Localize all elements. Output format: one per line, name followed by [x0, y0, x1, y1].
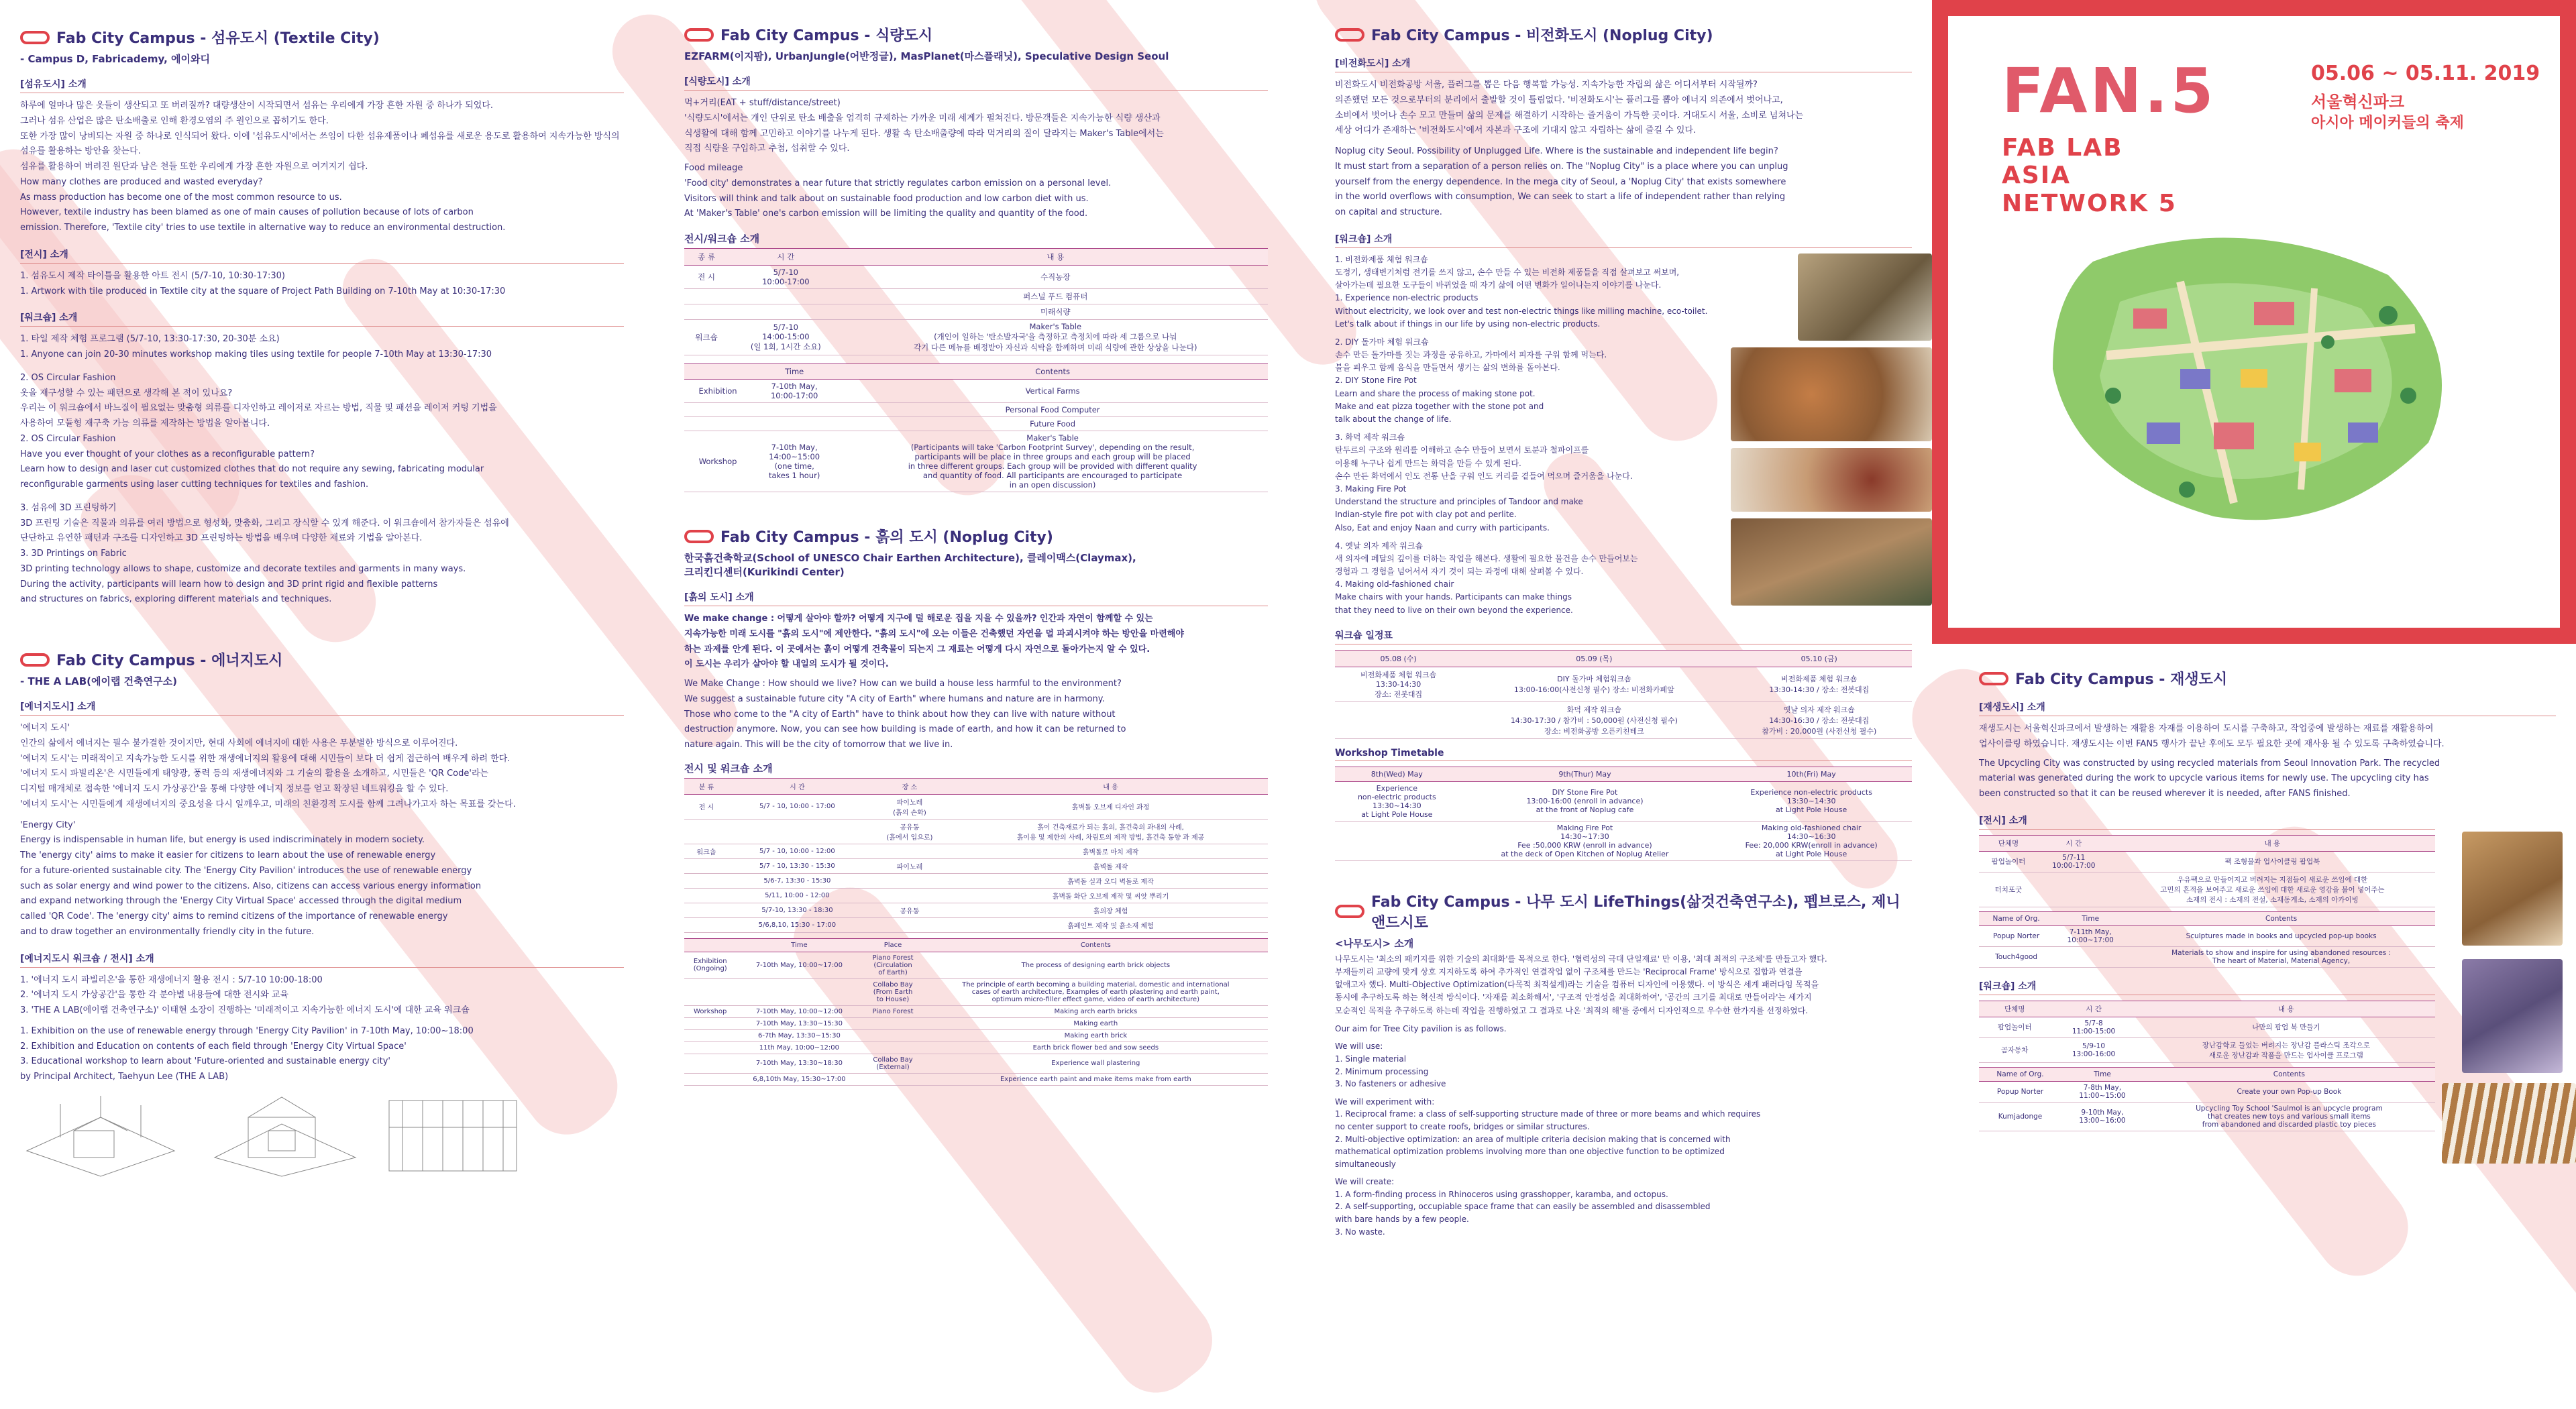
- textile-workshop-en: 1. Anyone can join 20-30 minutes workshop making tiles using textile for people 7-10th May at 13:30-17:30: [20, 349, 492, 359]
- table-row: [1979, 1017, 2435, 1037]
- table-cell: 5/7-10 14:00-15:00 (일 1회, 1시간 소요): [729, 320, 843, 355]
- table-header-cell: 05.10 (금): [1727, 650, 1912, 667]
- table-cell: [684, 888, 729, 903]
- table-cell: 5/6,8,10, 15:30 - 17:00: [729, 917, 866, 932]
- table-cell: 터치포굿: [1979, 872, 2038, 907]
- cover-date: 05.06 ~ 05.11. 2019: [2311, 62, 2540, 85]
- noplug-workshop-4: 4. 옛날 의자 제작 워크숍 새 의자에 페달의 깊이를 더하는 작업을 해본다. 생활에 필요한 물건을 손수 만들어보는 경험과 그 경험을 넘어서서 자기 것이 되는 과정에 대해 살펴볼 수 있다. 4. Making old-fashioned chair Make chairs with your hands. Participants can make things that they need to live on their own beyond the experience.: [1335, 541, 1638, 615]
- table-row: [684, 304, 1268, 320]
- table-row: [684, 794, 1268, 819]
- table-cell: 11th May, 10:00~12:00: [736, 1041, 862, 1054]
- table-cell: 수직농장: [843, 266, 1268, 289]
- table-row: [1335, 821, 1912, 860]
- pill-icon: [20, 653, 50, 667]
- workshop-photo-4: [1731, 518, 1932, 606]
- table-cell: [684, 873, 729, 888]
- recycle-exhibit-ko: [1979, 835, 2435, 907]
- table-header-cell: Place: [862, 938, 923, 952]
- table-cell: [684, 903, 729, 917]
- table-cell: [684, 917, 729, 932]
- earth-partners: 한국흙건축학교(School of UNESCO Chair Earthen Architecture), 클레이맥스(Claymax), 크리킨디센터(Kurikindi Center): [684, 552, 1136, 578]
- cover-festival: 아시아 메이커들의 축제: [2311, 115, 2464, 131]
- table-cell: [684, 289, 729, 304]
- table-cell: Piano Forest: [862, 1005, 923, 1017]
- table-row: [684, 873, 1268, 888]
- table-cell: 7-8th May, 11:00~15:00: [2061, 1081, 2143, 1102]
- table-header-cell: Time: [751, 364, 837, 380]
- workshop-photo-3: [1731, 448, 1932, 512]
- table-row: [684, 1041, 1268, 1054]
- textile-intro-heading: [섬유도시] 소개: [20, 75, 624, 93]
- energy-program-ko: 1. '에너지 도시 파빌리온'을 통한 재생에너지 활용 전시 : 5/7-10 10:00-18:00 2. '에너지 도시 가상공간'을 통한 각 분야별 내용들에 대한 전시와 교육 3. 'THE A LAB(에이랩 건축연구소)' 이태현 소장이 진행하는 '미래적이고 지속가능한 에너지 도시'에 대한 교육 워크숍: [20, 974, 470, 1015]
- table-row: [684, 289, 1268, 304]
- table-header-cell: Contents: [2127, 911, 2435, 925]
- table-cell: Future Food: [837, 417, 1268, 431]
- table-cell: Create your own Pop-up Book: [2143, 1081, 2435, 1102]
- table-cell: 5/7-11 10:00-17:00: [2038, 851, 2110, 872]
- pill-icon: [1335, 905, 1364, 918]
- noplug-schedule-ko: [1335, 650, 1912, 739]
- table-cell: [684, 1073, 736, 1085]
- recycle-intro-en: The Upcycling City was constructed by using recycled materials from Seoul Innovation Park. The recycled material was generated during the work to upcycle various items for newly use. The upcycling city has been constructed so that it can be reused wherever it is needed, after FANS finished.: [1979, 758, 2440, 799]
- table-row: [1335, 667, 1912, 701]
- table-cell: 흙벽돌 화단 오브제 제작 및 씨앗 뿌리기: [953, 888, 1268, 903]
- table-header-cell: 시 간: [729, 778, 866, 794]
- table-cell: 흙벽돌로 마치 제작: [953, 844, 1268, 858]
- table-cell: [862, 1041, 923, 1054]
- table-cell: Exhibition: [684, 380, 751, 403]
- table-row: [684, 888, 1268, 903]
- table-header-cell: Time: [2053, 911, 2127, 925]
- table-header-cell: 내 용: [2137, 1001, 2435, 1017]
- recycle-intro-ko: 재생도시는 서울혁신파크에서 발생하는 재활용 자재를 이용하여 도시를 구축하고, 작업중에 발생하는 재료를 재활용하여 업사이클링 하였습니다. 재생도시는 이번 FAN5 행사가 끝난 후에도 모두 필요한 곳에 재사용 될 수 있도록 구축하였습니다.: [1979, 724, 2445, 749]
- energy-intro-heading: [에너지도시] 소개: [20, 697, 624, 716]
- table-row: [684, 266, 1268, 289]
- table-cell: 9-10th May, 13:00~16:00: [2061, 1102, 2143, 1131]
- table-header-cell: 05.08 (수): [1335, 650, 1462, 667]
- table-cell: 7-10th May, 10:00-17:00: [751, 380, 837, 403]
- section-wood-title: Fab City Campus - 나무 도시 LifeThings(삶것건축연구소), 펩브로스, 제니앤드시토: [1335, 891, 1912, 932]
- noplug-workshop-1: 1. 비전화제품 체험 워크숍 도정기, 생태변기처럼 전기를 쓰지 않고, 손수 만들 수 있는 비전화 제품들을 직접 살펴보고 써보며, 살아가는데 필요한 도구들이 바뀌었을 때 자기 삶에 어떤 변화가 일어나는지 이야기를 나눈다. 1. Experience non-electric products Without electricity, we look over and test non-electric things like milling machine, eco-toilet. Let's talk about if things in our life by using non-electric products.: [1335, 254, 1708, 329]
- table-cell: Experience non-electric products 13:30~14:30 at Light Pole House: [1711, 781, 1912, 821]
- table-cell: Maker's Table (개인이 일하는 '탄소발자국'을 측정하고 측정치에 따라 세 그룹으로 나눠 각기 다른 메뉴를 배정받아 자신과 식탁을 함께하며 미래 식량에 관한 상상을 나눈다): [843, 320, 1268, 355]
- wood-create: We will create: 1. A form-finding process in Rhinoceros using grasshopper, karamba, and octopus. 2. A self-supporting, occupiable space frame that can easily be assembled and disassembled with bare hands by a few people. 3. No waste.: [1335, 1177, 1711, 1237]
- table-cell: [684, 1017, 736, 1029]
- table-cell: [684, 1041, 736, 1054]
- table-cell: [866, 873, 953, 888]
- table-row: [684, 320, 1268, 355]
- table-cell: 팩 조형물과 업사이클링 팝업북: [2110, 851, 2435, 872]
- table-cell: 흙벽돌 제작: [953, 858, 1268, 873]
- table-cell: 5/9-10 13:00-16:00: [2050, 1037, 2137, 1062]
- table-row: [684, 952, 1268, 978]
- table-cell: The process of designing earth brick objects: [924, 952, 1268, 978]
- noplug-intro-ko: 비전화도시 비전화공방 서울, 플러그를 뽑은 다음 행복할 가능성. 지속가능한 자립의 삶은 어디서부터 시작될까? 의존했던 모든 것으로부터의 분리에서 출발할 것이 틀림없다. '비전화도시'는 플러그를 뽑아 에너지 의존에서 벗어나고, 소비에서 벗어나 손수 모고 만들며 삶의 문제를 해결하기 시작하는 즐거움이 가득한 곳이다. 거대도시 서울, 소비로 넘쳐나는 세상 어디가 존재하는 '비전화도시'에서 자본과 구조에 기대지 않고 자립하는 삶에 즐길 수 있다.: [1335, 80, 1804, 136]
- table-cell: Sculptures made in books and upcycled pop-up books: [2127, 925, 2435, 946]
- section-food-title: Fab City Campus - 식량도시: [684, 24, 1268, 45]
- table-cell: 워크숍: [684, 320, 729, 355]
- upcycle-photo-3: [2442, 1083, 2576, 1164]
- noplug-schedule-heading: 워크숍 일정표: [1335, 626, 1912, 644]
- table-cell: [866, 844, 953, 858]
- table-header-cell: 내 용: [2110, 835, 2435, 851]
- table-cell: 곰자동차: [1979, 1037, 2050, 1062]
- table-cell: DIY 돌가마 체험워크숍 13:00-16:00(사전신청 필수) 장소: 비전화카페앞: [1462, 667, 1726, 701]
- table-row: [1335, 781, 1912, 821]
- table-cell: Touch4good: [1979, 946, 2053, 967]
- table-cell: 5/7 - 10, 10:00 - 12:00: [729, 844, 866, 858]
- cover-panel: [1932, 0, 2576, 644]
- table-cell: Maker's Table (Participants will take 'Carbon Footprint Survey', depending on the result, participants will be place in three groups and each group will be placed in three different groups. Each group will be provided with different quality and quantity of food. All participants are encouraged to participate in an open discussion): [837, 431, 1268, 492]
- table-header-cell: Contents: [2143, 1067, 2435, 1081]
- panel-recycle: [1959, 644, 2576, 1288]
- table-cell: [684, 858, 729, 873]
- table-cell: 화덕 제작 워크숍 14:30-17:30 / 참가비 : 50,000원 (사전신청 필수) 장소: 비전화공방 오픈키친테크: [1462, 701, 1726, 738]
- table-row: [684, 1029, 1268, 1041]
- table-row: [684, 819, 1268, 844]
- table-cell: [684, 304, 729, 320]
- pill-icon: [684, 530, 714, 543]
- table-cell: Kumjadonge: [1979, 1102, 2061, 1131]
- table-cell: 6,8,10th May, 15:30~17:00: [736, 1073, 862, 1085]
- wood-experiment: We will experiment with: 1. Reciprocal frame: a class of self-supporting structure made of three or more beams and which requires no center support to create roofs, bridges or similar structures. 2. Multi-objective optimization: an area of multiple criteria decision making that is concerned with mathematical optimization problems involving more than one objective function to be optimized simultaneously: [1335, 1096, 1761, 1169]
- table-header-cell: 단체명: [1979, 835, 2038, 851]
- textile-exhibit-ko: 1. 섬유도시 제작 타이틀을 활용한 아트 전시 (5/7-10, 10:30-17:30): [20, 270, 285, 281]
- recycle-exhibit-en: [1979, 911, 2435, 968]
- pill-icon: [684, 28, 714, 42]
- table-cell: 흙벽돌 실과 오디 벽돌로 제작: [953, 873, 1268, 888]
- table-cell: 나만의 팝업 북 만들기: [2137, 1017, 2435, 1037]
- upcycle-photo-2: [2462, 959, 2563, 1073]
- table-cell: 흙페인트 제작 및 흙소재 체험: [953, 917, 1268, 932]
- food-table-heading: 전시/워크숍 소개: [684, 233, 760, 245]
- table-header-cell: Name of Org.: [1979, 1067, 2061, 1081]
- table-cell: 6-7th May, 13:30~15:30: [736, 1029, 862, 1041]
- table-cell: Popup Norter: [1979, 1081, 2061, 1102]
- table-cell: Experience earth paint and make items make from earth: [924, 1073, 1268, 1085]
- table-cell: 7-10th May, 13:30~15:30: [736, 1017, 862, 1029]
- pavilion-drawing-1: [20, 1090, 188, 1178]
- table-cell: Collabo Bay (From Earth to House): [862, 978, 923, 1005]
- pill-icon: [20, 31, 50, 44]
- recycle-exhibit-heading: [전시] 소개: [1979, 811, 2435, 830]
- table-cell: Upcycling Toy School 'Saulmol is an upcycle program that creates new toys and various small items from abandoned and discarded plastic toy pieces: [2143, 1102, 2435, 1131]
- food-intro-heading: [식량도시] 소개: [684, 72, 1268, 91]
- table-cell: 5/7-10, 13:30 - 18:30: [729, 903, 866, 917]
- table-row: [1979, 946, 2435, 967]
- table-header-cell: 단체명: [1979, 1001, 2050, 1017]
- table-header-cell: 시 간: [729, 249, 843, 266]
- table-cell: Making earth brick: [924, 1029, 1268, 1041]
- table-cell: [684, 403, 751, 417]
- table-header-cell: Time: [2061, 1067, 2143, 1081]
- table-cell: Piano Forest (Circulation of Earth): [862, 952, 923, 978]
- table-cell: Materials to show and inspire for using abandoned resources : The heart of Material, Material Agency,: [2127, 946, 2435, 967]
- table-row: [1979, 925, 2435, 946]
- table-header-cell: 05.09 (목): [1462, 650, 1726, 667]
- table-cell: Making earth: [924, 1017, 1268, 1029]
- wood-intro-heading: <나무도시> 소개: [1335, 937, 1414, 950]
- section-recycle-title: Fab City Campus - 재생도시: [1979, 668, 2556, 689]
- table-cell: Vertical Farms: [837, 380, 1268, 403]
- section-energy-title: Fab City Campus - 에너지도시: [20, 649, 624, 670]
- table-row: [684, 978, 1268, 1005]
- table-cell: [862, 1029, 923, 1041]
- table-cell: DIY Stone Fire Pot 13:00-16:00 (enroll in advance) at the front of Noplug cafe: [1459, 781, 1711, 821]
- table-cell: [1335, 821, 1459, 860]
- table-cell: [684, 1054, 736, 1073]
- food-intro-ko: 먹+거리(EAT + stuff/distance/street) '식량도시'에서는 개인 단위로 탄소 배출을 엄격히 규제하는 가까운 미래 세계가 펼쳐진다. 방문객들은 지속가능한 식량 생산과 식생활에 대해 함께 고민하고 이야기를 나누게 된다. 생활 속 탄소배출량에 따라 먹거리의 질이 달라지는 Maker's Table에서는 직접 식량을 구입하고 추첨, 섭취할 수 있다.: [684, 98, 1164, 154]
- table-cell: [684, 417, 751, 431]
- table-cell: [751, 417, 837, 431]
- table-cell: 옛날 의자 제작 워크숍 14:30-16:30 / 장소: 전봇대집 참가비 : 20,000원 (사전신청 필수): [1727, 701, 1912, 738]
- table-cell: Making Fire Pot 14:30~17:30 Fee :50,000 KRW (enroll in advance) at the deck of Open Kitchen of Noplug Atelier: [1459, 821, 1711, 860]
- table-cell: 퍼스널 푸드 컴퓨터: [843, 289, 1268, 304]
- table-cell: 미래식량: [843, 304, 1268, 320]
- earth-intro-ko: We make change : 어떻게 살아야 할까? 어떻게 지구에 덜 해로운 집을 지을 수 있을까? 인간과 자연이 함께할 수 있는 지속가능한 미래 도시를 "흙의 도시"에 제안한다. "흙의 도시"에 오는 이들은 건축했던 자연을 덜 파괴시켜야 하는 방안을 마련해야 하는 과제를 안게 된다. 이 곳에서는 흙이 어떻게 건축물이 되는지 그 재료는 어떻게 다시 자연으로 돌아가는지 알 수 있다. 이 도시는 우리가 살아야 할 내일의 도시가 될 것이다.: [684, 614, 1184, 670]
- table-cell: 파이노레 (흙의 손화): [866, 794, 953, 819]
- earth-table-heading: 전시 및 워크숍 소개: [684, 762, 773, 775]
- textile-workshop-3: 3. 섬유에 3D 프린팅하기 3D 프린팅 기술은 직물과 의류를 여러 방법으로 형성화, 맞춤화, 그리고 장식할 수 있게 해준다. 이 워크숍에서 참가자들은 섬유에 단단하고 유연한 패턴과 구조를 디자인하고 3D 프린팅하는 방법을 배우며 다양한 재료와 기법을 알아본다. 3. 3D Printings on Fabric 3D printing technology allows to shape, customize and decorate textiles and garments in many ways. During the activity, participants will learn how to design and 3D print rigid and flexible patterns and structures on fabrics, exploring different materials and techniques.: [20, 502, 509, 605]
- table-header-cell: 시 간: [2038, 835, 2110, 851]
- noplug-workshop-heading: [워크숍] 소개: [1335, 230, 1912, 248]
- recycle-workshop-ko: [1979, 1001, 2435, 1063]
- energy-intro-en: 'Energy City' Energy is indispensable in human life, but energy is used indiscriminately in modern society. The 'energy city' aims to make it easier for citizens to learn about the use of renewable energy for a future-oriented sustainable city. The 'Energy City Pavilion' introduces the use of renewable energy such as solar energy and wind power to the citizens. Also, citizens can access various energy information and expand networking through the 'Energy City Virtual Space' accessed through the digital medium called 'QR Code'. The 'energy city' aims to remind citizens of the importance of renewable energy and to draw together an environmentally friendly city in the future.: [20, 820, 482, 937]
- textile-workshop-ko: 1. 타일 제작 체험 프로그램 (5/7-10, 13:30-17:30, 20-30분 소요): [20, 334, 280, 345]
- table-cell: 비전화제품 체험 워크숍 13:30-14:30 / 장소: 전봇대집: [1727, 667, 1912, 701]
- table-cell: [2053, 946, 2127, 967]
- energy-program-en: 1. Exhibition on the use of renewable energy through 'Energy City Pavilion' in 7-10th May, 10:00~18:00 2. Exhibition and Education on contents of each field through 'Energy City Virtual Space' 3. Educational workshop to learn about 'Future-oriented and sustainable energy city' by Principal Architect, Taehyun Lee (THE A LAB): [20, 1025, 474, 1082]
- table-cell: Collabo Bay (External): [862, 1054, 923, 1073]
- table-row: [684, 1017, 1268, 1029]
- table-cell: 팝업놀이터: [1979, 851, 2038, 872]
- section-noplug-title: Fab City Campus - 비전화도시 (Noplug City): [1335, 24, 1912, 45]
- cover-title: FAN.5: [2002, 55, 2216, 127]
- table-header-cell: 분 류: [684, 778, 729, 794]
- table-row: [684, 844, 1268, 858]
- wood-aim: Our aim for Tree City pavilion is as follows.: [1335, 1023, 1507, 1033]
- pavilion-drawing-3: [382, 1090, 523, 1178]
- noplug-intro-heading: [비전화도시] 소개: [1335, 54, 1912, 72]
- table-cell: Workshop: [684, 431, 751, 492]
- noplug-schedule-en-heading: Workshop Timetable: [1335, 746, 1912, 761]
- table-cell: [684, 978, 736, 1005]
- table-row: [1979, 851, 2435, 872]
- textile-intro-en: How many clothes are produced and wasted everyday? As mass production has become one of the most common resource to us. However, textile industry has been blamed as one of main causes of pollution because of lots of carbon emission. Therefore, 'Textile city' tries to use textile in alternative way to reduce an environmental destruction.: [20, 176, 506, 233]
- table-row: [1979, 1081, 2435, 1102]
- recycle-workshop-en: [1979, 1067, 2435, 1131]
- table-cell: 7-10th May, 13:30~18:30: [736, 1054, 862, 1073]
- table-cell: 전 시: [684, 266, 729, 289]
- food-intro-en: Food mileage 'Food city' demonstrates a near future that strictly regulates carbon emission on a personal level. Visitors will think and talk about on sustainable food production and low carbon diet with us. At 'Maker's Table' one's carbon emission will be limiting the quality and quantity of the food.: [684, 163, 1112, 219]
- table-cell: 5/7-10 10:00-17:00: [729, 266, 843, 289]
- table-cell: 5/7 - 10, 13:30 - 15:30: [729, 858, 866, 873]
- table-cell: [751, 403, 837, 417]
- energy-program-heading: [에너지도시 워크숍 / 전시] 소개: [20, 950, 624, 968]
- recycle-workshop-heading: [워크숍] 소개: [1979, 977, 2435, 995]
- table-cell: Workshop: [684, 1005, 736, 1017]
- wood-intro-ko: 나무도시는 '최소의 패키지를 위한 기술의 최대화'를 목적으로 한다. '협력성의 극대 단일재료' 만 이용, '최대 최적의 구조체'를 만들고자 했다. 부재들끼리 교량에 맞게 상호 지지하도록 하여 추가적인 연결작업 없이 구조체를 만드는 'Reciprocal Frame' 방식으로 접합과 연결을 없애고자 했다. Multi-Objective Optimization(다목적 최적설계)라는 기술을 컴퓨터 디자인에 이용했다. 이 방식은 세계 패러다임 목적을 동시에 추구하도록 하는 혁신적 방식이다. '자재를 최소화해서', '구조적 안정성을 최대화하여', '공간의 크기를 최대로 만들어라'는 세가지 모순적인 목적을 추구하도록 하는데 작업을 진행하였고 그 결과로 나온 '최적의 해'를 중에서 디자인적으로 우수한 한가지를 선정하였다.: [1335, 954, 1827, 1015]
- table-cell: 팝업놀이터: [1979, 1017, 2050, 1037]
- section-textile-title: Fab City Campus - 섬유도시 (Textile City): [20, 27, 624, 48]
- table-cell: 흙이 건축재료가 되는 흙의, 흙건축의 과내의 사례, 흙이용 및 제한의 사례, 차림토의 제작 방법, 흙건축 동향 과 제공: [953, 819, 1268, 844]
- table-cell: 흙의장 체험: [953, 903, 1268, 917]
- noplug-intro-en: Noplug city Seoul. Possibility of Unplugged Life. Where is the sustainable and independent life begin? It must start from a separation of a person relies on. The "Noplug City" is a place where you can unplug yourself from the energy dependence. In the mega city of Seoul, a 'Noplug City' that exists somewhere in the world overflows with consumption, We can seek to start a life of independent rather than relying on capital and structure.: [1335, 146, 1788, 217]
- table-cell: Exhibition (Ongoing): [684, 952, 736, 978]
- table-cell: 5/7 - 10, 10:00 - 17:00: [729, 794, 866, 819]
- earth-table-en: [684, 938, 1268, 1086]
- table-header-cell: 장 소: [866, 778, 953, 794]
- table-cell: Experience wall plastering: [924, 1054, 1268, 1073]
- textile-intro-ko: 하루에 얼마나 많은 옷들이 생산되고 또 버려질까? 대량생산이 시작되면서 섬유는 우리에게 가장 흔한 자원 중 하나가 되었다. 그러나 섬유 산업은 많은 탄소배출로 인해 환경오염의 주 원인으로 꼽히기도 한다. 또한 가장 많이 낭비되는 자원 중 하나로 인식되어 왔다. 이에 '섬유도시'에서는 쓰임이 다한 섬유제품이나 폐섬유를 새로운 용도로 활용하여 지속가능한 방식의 섬유를 활용하는 방안을 찾는다. 섬유를 활용하여 버려진 원단과 남은 천들 또한 우리에게 가장 흔한 자원으로 여겨지기 쉽다.: [20, 101, 620, 172]
- table-cell: 전 시: [684, 794, 729, 819]
- earth-intro-heading: [흙의 도시] 소개: [684, 588, 1268, 606]
- earth-intro-en: We Make Change : How should we live? How can we build a house less harmful to the environment? We suggest a sustainable future city "A city of Earth" where humans and nature are in harmony. Those who come to the "A city of Earth" have to think about how they can live with nature without destruction anymore. Now, you can see how building is made of earth, and how it can be returned to nature again. This will be the city of tomorrow that we live in.: [684, 679, 1126, 750]
- table-cell: [862, 1073, 923, 1085]
- table-cell: 7-10th May, 10:00~12:00: [736, 1005, 862, 1017]
- table-cell: 워크숍: [684, 844, 729, 858]
- food-table-ko: [684, 248, 1268, 355]
- table-cell: Earth brick flower bed and sow seeds: [924, 1041, 1268, 1054]
- table-cell: Making old-fashioned chair 14:30~16:30 Fee: 20,000 KRW(enroll in advance) at Light Pole House: [1711, 821, 1912, 860]
- table-row: [684, 380, 1268, 403]
- table-header-cell: Name of Org.: [1979, 911, 2053, 925]
- cover-subtitle: FAB LAB ASIA NETWORK 5: [2002, 134, 2177, 217]
- table-row: [684, 1005, 1268, 1017]
- textile-workshop-2: 2. OS Circular Fashion 옷을 재구성할 수 있는 패턴으로 생각해 본 적이 있나요? 우리는 이 워크숍에서 바느질이 필요없는 맞춤형 의류를 디자인하고 레이저로 자르는 방법, 직물 및 패션을 레이저 커팅 기법을 사용하여 모듈형 재구축 가능 의류를 제작하는 방법을 알아봅니다. 2. OS Circular Fashion Have you ever thought of your clothes as a reconfigurable pattern? Learn how to design and laser cut customized clothes that do not require any sewing, fabricating modular reconfigurable garments using laser cutting techniques for textiles and fashion.: [20, 372, 497, 490]
- table-row: [684, 403, 1268, 417]
- table-header-cell: 8th(Wed) May: [1335, 767, 1459, 781]
- table-cell: [1335, 701, 1462, 738]
- table-header-cell: 9th(Thur) May: [1459, 767, 1711, 781]
- table-header-cell: Time: [736, 938, 862, 952]
- table-cell: Experience non-electric products 13:30~14:30 at Light Pole House: [1335, 781, 1459, 821]
- table-cell: [729, 289, 843, 304]
- table-cell: 7-11th May, 10:00~17:00: [2053, 925, 2127, 946]
- energy-intro-ko: '에너지 도시' 인간의 삶에서 에너지는 필수 불가결한 것이지만, 현대 사회에 에너지에 대한 사용은 무분별한 방식으로 이루어진다. '에너지 도시'는 미래적이고 지속가능한 도시를 위한 재생에너지의 활용에 대해 시민들이 보다 더 쉽게 접근하여 배우게 하려 한다. '에너지 도시 파빌리온'은 시민들에게 태양광, 풍력 등의 재생에너지와 그 기술의 활용을 소개하고, 시민들은 'QR Code'라는 디지털 매개체로 접속한 '에너지 도시 가상공간'을 통해 다양한 에너지 정보를 얻고 확장된 네트워킹을 할 수 있다. '에너지 도시'는 시민들에게 재생에너지의 중요성을 다시 일깨우고, 미래의 친환경적 도시를 함께 그려나가고자 하는 목표를 갖는다.: [20, 723, 516, 809]
- section-earth-title: Fab City Campus - 흙의 도시 (Noplug City): [684, 526, 1268, 547]
- table-cell: 7-10th May, 14:00~15:00 (one time, takes 1 hour): [751, 431, 837, 492]
- table-cell: 우유팩으로 만들어지고 버려지는 지점들이 새로운 쓰임에 대한 고민의 흔적을 보여주고 새로운 쓰임에 대한 새로운 영감을 불어 넣어주는 소재의 전시 : 소재의 전설, 소재동게소, 소재의 아카이빙: [2110, 872, 2435, 907]
- table-cell: 공유동 (흙에서 입으로): [866, 819, 953, 844]
- table-cell: Popup Norter: [1979, 925, 2053, 946]
- table-cell: 장난감학교 들었는 버려지는 장난감 플라스틱 조각으로 새로운 장난감과 작품을 만드는 업사이클 프로그램: [2137, 1037, 2435, 1062]
- table-row: [1979, 872, 2435, 907]
- table-row: [684, 1073, 1268, 1085]
- panel-noplug-wood: [1315, 0, 1932, 1288]
- table-cell: [729, 304, 843, 320]
- textile-exhibit-en: 1. Artwork with tile produced in Textile city at the square of Project Path Building on 7-10th May at 10:30-17:30: [20, 286, 506, 296]
- textile-partners: - Campus D, Fabricademy, 에이와디: [20, 53, 210, 65]
- table-header-cell: [684, 938, 736, 952]
- table-cell: 공유동: [866, 903, 953, 917]
- noplug-workshop-3: 3. 화덕 제작 워크숍 탄두르의 구조와 원리를 이해하고 손수 만들어 보면서 토분과 철파이프를 이용해 누구나 쉽게 만드는 화덕을 만들 수 있게 된다. 손수 만든 화덕에서 인도 전통 난을 구워 인도 커리를 곁들여 먹으며 즐거움을 나눈다. 3. Making Fire Pot Understand the structure and principles of Tandoor and make Indian-style fire pot with clay pot and perlite. Also, Eat and enjoy Naan and curry with participants.: [1335, 433, 1633, 532]
- table-header-cell: 내 용: [953, 778, 1268, 794]
- table-row: [684, 431, 1268, 492]
- textile-workshop-heading: [워크숍] 소개: [20, 308, 624, 327]
- table-row: [684, 903, 1268, 917]
- table-header-cell: Contents: [924, 938, 1268, 952]
- food-table-en: [684, 363, 1268, 492]
- energy-partners: - THE A LAB(에이랩 건축연구소): [20, 675, 177, 687]
- table-header-cell: 시 간: [2050, 1001, 2137, 1017]
- table-cell: 5/7-8 11:00-15:00: [2050, 1017, 2137, 1037]
- table-row: [684, 1054, 1268, 1073]
- table-cell: Personal Food Computer: [837, 403, 1268, 417]
- wood-use: We will use: 1. Single material 2. Minimum processing 3. No fasteners or adhesive: [1335, 1041, 1446, 1089]
- energy-pavilion-drawings: [20, 1090, 624, 1178]
- table-header-cell: [684, 364, 751, 380]
- table-row: [1979, 1102, 2435, 1131]
- table-cell: [684, 819, 729, 844]
- campus-map-illustration: [2012, 221, 2482, 537]
- workshop-photo-2: [1731, 347, 1932, 441]
- table-cell: 파이노레: [866, 858, 953, 873]
- pavilion-drawing-2: [208, 1090, 362, 1178]
- workshop-photo-1: [1798, 253, 1932, 341]
- table-cell: 5/11, 10:00 - 12:00: [729, 888, 866, 903]
- table-cell: The principle of earth becoming a building material, domestic and international cases of earth architecture, Examples of earth plastering and earth paint, optimum micro-filler effect game, video of earth architecture): [924, 978, 1268, 1005]
- table-header-cell: 10th(Fri) May: [1711, 767, 1912, 781]
- table-row: [684, 417, 1268, 431]
- table-row: [1335, 701, 1912, 738]
- earth-table-ko: [684, 778, 1268, 933]
- table-header-cell: 내 용: [843, 249, 1268, 266]
- textile-exhibit-heading: [전시] 소개: [20, 245, 624, 264]
- table-cell: [866, 888, 953, 903]
- noplug-workshop-2: 2. DIY 돌가마 체험 워크숍 손수 만든 돌가마를 짓는 과정을 공유하고, 가마에서 피자를 구워 함께 먹는다. 불을 피우고 함께 음식을 만들면서 생기는 삶의 변화를 돌아본다. 2. DIY Stone Fire Pot Learn and share the process of making stone pot. Make and eat pizza together with the stone pot and talk about the change of life.: [1335, 337, 1607, 424]
- panel-textile-energy: [0, 0, 644, 1288]
- food-partners: EZFARM(이지팜), UrbanJungle(어반정글), MasPlanet(마스플래닛), Speculative Design Seoul: [684, 50, 1169, 62]
- table-cell: Making arch earth bricks: [924, 1005, 1268, 1017]
- panel-food-earth: [664, 0, 1288, 1288]
- table-header-cell: 종 류: [684, 249, 729, 266]
- table-cell: 7-10th May, 10:00~17:00: [736, 952, 862, 978]
- table-cell: [862, 1017, 923, 1029]
- cover-place: 서울혁신파크: [2311, 93, 2405, 111]
- table-cell: [866, 917, 953, 932]
- pill-icon: [1335, 28, 1364, 42]
- pill-icon: [1979, 672, 2008, 685]
- table-cell: 5/6-7, 13:30 - 15:30: [729, 873, 866, 888]
- table-row: [684, 858, 1268, 873]
- noplug-schedule-en: [1335, 767, 1912, 861]
- table-cell: [729, 819, 866, 844]
- table-cell: [2038, 872, 2110, 907]
- table-row: [1979, 1037, 2435, 1062]
- table-row: [684, 917, 1268, 932]
- table-cell: [736, 978, 862, 1005]
- table-cell: [684, 1029, 736, 1041]
- upcycle-photo-1: [2462, 832, 2563, 946]
- table-cell: 비전화제품 체험 워크숍 13:30-14:30 장소: 전봇대집: [1335, 667, 1462, 701]
- table-header-cell: Contents: [837, 364, 1268, 380]
- recycle-intro-heading: [재생도시] 소개: [1979, 698, 2556, 716]
- table-cell: 흙벽돌 오브제 디자인 과정: [953, 794, 1268, 819]
